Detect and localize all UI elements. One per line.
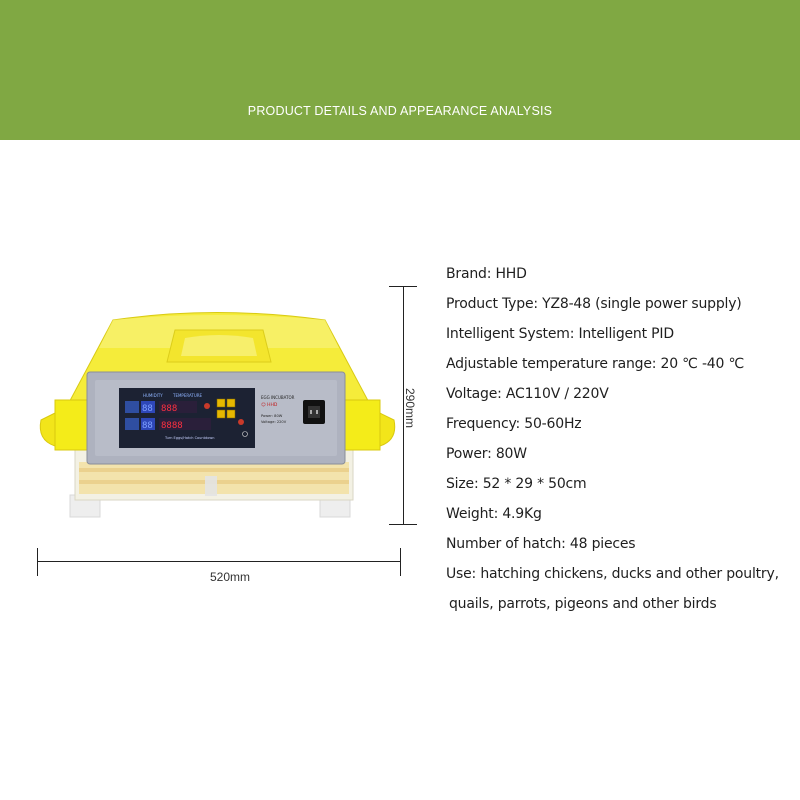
width-dimension-line — [37, 561, 401, 562]
spec-list — [446, 262, 800, 622]
svg-text:☺ HHD: ☺ HHD — [261, 403, 278, 408]
banner-title: PRODUCT DETAILS AND APPEARANCE ANALYSIS — [247, 104, 553, 118]
svg-text:Power: 80W: Power: 80W — [261, 414, 283, 418]
svg-text:HUMIDITY: HUMIDITY — [143, 393, 163, 398]
spec-weight: Weight: 4.9Kg — [446, 506, 542, 522]
header-banner — [0, 0, 800, 140]
spec-hatch-count: Number of hatch: 48 pieces — [446, 536, 636, 552]
spec-product-type: Product Type: YZ8-48 (single power supply) — [446, 296, 742, 312]
svg-text:88: 88 — [142, 404, 153, 414]
svg-text:888: 888 — [161, 404, 178, 414]
egg-incubator-image — [35, 300, 400, 530]
width-dimension-tick-left — [37, 548, 38, 576]
spec-temperature-range: Adjustable temperature range: 20 ℃ -40 ℃ — [446, 356, 744, 372]
svg-text:EGG INCUBATOR: EGG INCUBATOR — [261, 395, 295, 400]
spec-use: Use: hatching chickens, ducks and other poultry, — [446, 566, 779, 582]
svg-text:Turn Eggs/Hatch Countdown: Turn Eggs/Hatch Countdown — [165, 436, 215, 440]
spec-intelligent-system: Intelligent System: Intelligent PID — [446, 326, 674, 342]
width-dimension-label: 520mm — [209, 570, 250, 584]
svg-text:TEMPERATURE: TEMPERATURE — [173, 393, 203, 398]
spec-voltage: Voltage: AC110V / 220V — [446, 386, 609, 402]
spec-brand: Brand: HHD — [446, 266, 527, 282]
svg-text:8888: 8888 — [161, 421, 183, 431]
width-dimension-tick-right — [400, 548, 401, 576]
height-dimension-label: 290mm — [403, 387, 417, 428]
spec-size: Size: 52 * 29 * 50cm — [446, 476, 587, 492]
spec-power: Power: 80W — [446, 446, 527, 462]
height-dimension-tick-top — [389, 286, 417, 287]
spec-use-continued: quails, parrots, pigeons and other birds — [449, 596, 717, 612]
height-dimension-tick-bottom — [389, 524, 417, 525]
svg-text:Voltage: 220V: Voltage: 220V — [261, 420, 287, 424]
svg-text:88: 88 — [142, 421, 153, 431]
spec-frequency: Frequency: 50-60Hz — [446, 416, 582, 432]
